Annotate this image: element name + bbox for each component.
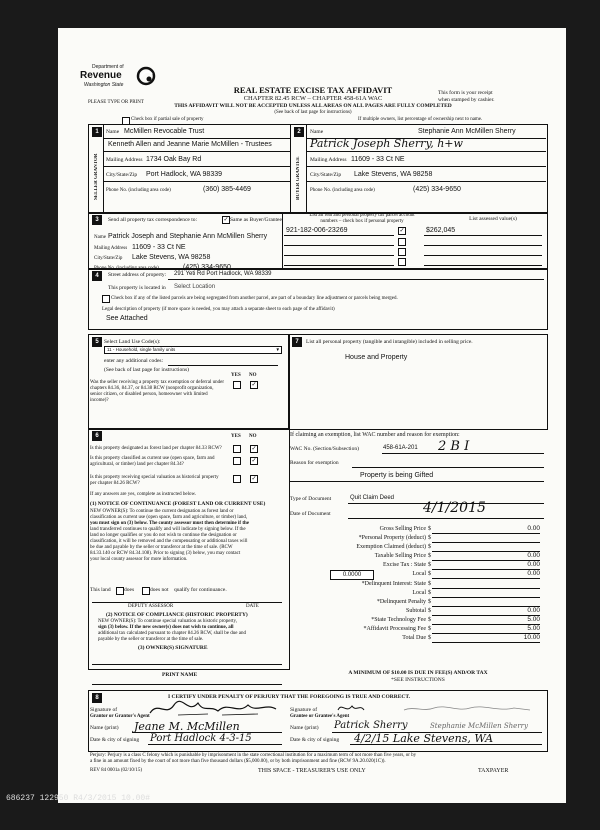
tax-row-label: *Delinquent Interest: State <box>361 581 426 587</box>
no-header-5: NO <box>249 373 257 378</box>
notice2-line-0: NEW OWNER(S): To continue special valuation as historic property, <box>98 619 237 624</box>
wac-label: WAC No. (Section/Subsection) <box>290 446 359 452</box>
grantee-print-label: Name (print) <box>290 725 319 731</box>
tax-row-label: Exemption Claimed (deduct) <box>356 544 426 550</box>
tax-row-exemption <box>290 543 546 552</box>
tax-row-value[interactable]: 0.00 <box>527 525 540 532</box>
tax-row-processing-fee <box>290 625 546 634</box>
chevron-down-icon: ▼ <box>275 347 280 352</box>
tax-row-prefix: $ <box>428 599 431 605</box>
grantee-signature[interactable] <box>334 700 534 716</box>
tax-row-prefix: $ <box>428 617 431 623</box>
tax-row-prefix: $ <box>428 544 431 550</box>
reason-label: Reason for exemption <box>290 460 339 466</box>
tax-row-taxable <box>290 552 546 561</box>
see-instructions-note: *SEE INSTRUCTIONS <box>391 677 445 683</box>
tax-row-label: Excise Tax : State <box>383 562 426 568</box>
tax-row-label: Local <box>412 571 426 577</box>
notice2-line-3: payable by the seller or transferor at the time of sale. <box>98 637 204 642</box>
tax-row-label: Total Due <box>402 635 426 641</box>
street-field[interactable]: 291 Yeti Rd Port Hadlock, WA 98339 <box>174 271 272 277</box>
seller-phone-field[interactable]: (360) 385-4469 <box>203 186 251 193</box>
exemption-no-checkbox[interactable]: ✓ <box>251 382 257 388</box>
grantor-print-label: Name (print) <box>90 725 119 731</box>
parcel-number-field[interactable]: 921-182-006-23269 <box>286 227 348 234</box>
personal-property-field[interactable]: House and Property <box>345 354 408 361</box>
dept-brand: Revenue <box>80 70 122 81</box>
exemption-yes-checkbox[interactable] <box>233 381 241 389</box>
forest-q1: Is this property designated as forest land per chapter 84.33 RCW? <box>90 446 222 451</box>
tax-row-technology-fee <box>290 616 546 625</box>
tax-row-prefix: $ <box>428 626 431 632</box>
perjury-line-1: Perjury: Perjury is a class C felony which is punishable by imprisonment in the state correctional institution for a maximum term of not more than five years, or by <box>90 753 417 758</box>
no-header-6: NO <box>249 434 257 439</box>
seller-name-label: Name <box>106 129 120 135</box>
owner-signature-label: (3) OWNER(S) SIGNATURE <box>138 645 208 651</box>
buyer-name-typed[interactable]: Stephanie Ann McMillen Sherry <box>418 128 516 135</box>
forest-q3: Is this property receiving special valuation as historical property per chapter 84.26 RCW? <box>90 475 219 486</box>
additional-codes-label: enter any additional codes: <box>104 358 164 364</box>
assessed-value-field[interactable]: $262,045 <box>426 227 456 234</box>
notice2-line-1: sign (3) below. If the new owner(s) does not wish to continue, all <box>98 625 234 630</box>
segregated-checkbox[interactable] <box>102 295 110 303</box>
section-7-badge: 7 <box>292 337 302 347</box>
deputy-assessor-label: DEPUTY ASSESSOR <box>128 604 174 609</box>
forest-q2-yes[interactable] <box>233 457 241 465</box>
section-2-badge: 2 <box>294 127 304 137</box>
land-use-select[interactable] <box>104 346 282 354</box>
doc-type-field[interactable]: Quit Claim Deed <box>350 495 395 501</box>
legal-field[interactable]: See Attached <box>106 315 148 322</box>
corr-name-field[interactable]: Patrick Joseph and Stephanie Ann McMillen Sherry <box>108 233 268 240</box>
tax-row-label: Gross Selling Price <box>379 526 426 532</box>
this-land-label: This land <box>90 587 111 593</box>
if-yes-note: If any answers are yes, complete as instructed below. <box>90 492 197 497</box>
personal-property-checkbox-3[interactable] <box>398 248 406 256</box>
buyer-side-label: BUYER GRANTEE <box>296 156 301 200</box>
tax-row-subtotal <box>290 607 546 616</box>
yes-header-5: YES <box>231 373 241 378</box>
tax-row-prefix: $ <box>428 526 431 532</box>
tax-row-prefix: $ <box>428 581 431 587</box>
tax-row-prefix: $ <box>428 608 431 614</box>
form-title: REAL ESTATE EXCISE TAX AFFIDAVIT <box>233 85 393 95</box>
parcel-header-2: numbers – check box if personal property <box>320 219 404 224</box>
tax-row-value[interactable]: 0.00 <box>527 561 540 568</box>
notice1-title: (1) NOTICE OF CONTINUANCE (FOREST LAND OR CURRENT USE) <box>90 501 266 507</box>
buyer-mailing-label: Mailing Address <box>310 157 347 163</box>
tax-row-label: *Affidavit Processing Fee <box>363 626 426 632</box>
tax-row-value[interactable]: 0.00 <box>527 552 540 559</box>
does-label: does <box>124 587 135 593</box>
date-label: DATE <box>246 604 259 609</box>
seller-name2-field[interactable]: Kenneth Allen and Jeanne Marie McMillen - Trustees <box>108 141 272 148</box>
reason-field[interactable]: Property is being Gifted <box>360 472 434 479</box>
land-use-code: 11 - Household, single family units <box>107 347 176 352</box>
seller-city-field[interactable]: Port Hadlock, WA 98339 <box>146 171 223 178</box>
tax-row-excise-state <box>290 561 546 570</box>
corr-mailing-field[interactable]: 11609 - 33 Ct NE <box>132 244 186 251</box>
form-instructions: (See back of last page for instructions) <box>274 110 352 115</box>
seller-side-label: SELLER GRANTOR <box>94 153 99 200</box>
section-6-badge: 6 <box>92 431 102 441</box>
affidavit-page <box>58 28 566 803</box>
notice1-line-5: classification, it will be removed and the compensating or additional taxes will <box>90 539 248 544</box>
yes-header-6: YES <box>231 434 241 439</box>
print-name-label: PRINT NAME <box>162 672 198 678</box>
personal-property-box <box>288 334 548 430</box>
correspondence-label: Send all property tax correspondence to: <box>108 217 198 223</box>
qualify-label: qualify for continuance. <box>174 587 227 593</box>
location-select[interactable]: Select Location <box>174 284 216 290</box>
buyer-phone-label: Phone No. (including area code) <box>310 188 375 193</box>
corr-phone-field[interactable]: (425) 334-9650 <box>183 264 231 271</box>
tax-row-label: Subtotal <box>405 608 426 614</box>
tax-row-value[interactable]: 5.00 <box>527 625 540 632</box>
does-not-label: does not <box>150 587 169 593</box>
exemption-question: Was the seller receiving a property tax exemption or deferral under chapters 84.36, 84.37, or 84.38 RCW (nonprofit organization, senior citizen, or disabled person, homeowner with limited income)? <box>90 380 224 403</box>
forest-q2: Is this property classified as current use (open space, farm and agricultural, or timber) land per chapter 84.34? <box>90 456 215 467</box>
grantor-date-label: Date & city of signing <box>90 737 140 743</box>
dor-logo <box>78 64 158 96</box>
tax-row-prefix: $ <box>428 553 431 559</box>
notice1-line-4: land no longer qualifies or you do not wish to continue the designation or <box>90 533 237 538</box>
tax-table <box>290 525 546 645</box>
corr-city-label: City/State/Zip <box>94 256 123 261</box>
tax-row-label: *Personal Property (deduct) <box>358 535 426 541</box>
see-back-label: (See back of last page for instructions) <box>104 367 189 373</box>
certify-statement: I CERTIFY UNDER PENALTY OF PERJURY THAT THE FOREGOING IS TRUE AND CORRECT. <box>168 694 411 700</box>
notice1-line-1: classification as current use (open space, farm and agriculture, or timber) land, <box>90 515 248 520</box>
notice2-line-2: additional tax calculated pursuant to chapter 84.26 RCW, shall be due and <box>98 631 246 636</box>
section-8-badge: 8 <box>92 693 102 703</box>
forest-q1-no[interactable]: ✓ <box>251 446 257 452</box>
located-label: This property is located in <box>108 285 166 291</box>
notice1-line-2: you must sign on (3) below. The county assessor must then determine if the <box>90 521 249 526</box>
does-not-checkbox[interactable] <box>142 587 150 595</box>
doc-type-label: Type of Document <box>290 496 332 502</box>
perjury-line-2: a fine in an amount fixed by the court of not more than five thousand dollars ($5,000.00), or by both imprisonment and fine (RCW 9A.20.020(1C)). <box>90 759 386 764</box>
grantor-sig-label2: Grantor or Grantor's Agent <box>90 714 150 719</box>
tax-row-prefix: $ <box>428 571 431 577</box>
personal-property-label: List all personal property (tangible and intangible) included in selling price. <box>306 339 473 345</box>
forest-q1-yes[interactable] <box>233 445 241 453</box>
tax-row-value[interactable]: 10.00 <box>523 634 540 641</box>
notice2-title: (2) NOTICE OF COMPLIANCE (HISTORIC PROPERTY) <box>106 612 248 618</box>
tax-row-prefix: $ <box>428 590 431 596</box>
tax-row-prefix: $ <box>428 635 431 641</box>
tax-row-label: Taxable Selling Price <box>374 553 426 559</box>
receipt-note-1: This form is your receipt <box>438 90 493 96</box>
seller-name-field[interactable]: McMillen Revocable Trust <box>124 128 205 135</box>
grantee-print-extra[interactable]: Stephanie McMillen Sherry <box>430 722 528 730</box>
form-warning: THIS AFFIDAVIT WILL NOT BE ACCEPTED UNLESS ALL AREAS ON ALL PAGES ARE FULLY COMPLETED <box>174 103 452 109</box>
tax-row-excise-local <box>290 570 546 580</box>
does-checkbox[interactable] <box>116 587 124 595</box>
doc-date-label: Date of Document <box>290 511 331 517</box>
corr-phone-label: Phone No. (including area code) <box>94 266 159 271</box>
same-as-buyer-checkbox[interactable]: ✓ <box>223 217 229 223</box>
seller-phone-label: Phone No. (including area code) <box>106 188 171 193</box>
corr-mailing-label: Mailing Address <box>94 246 128 251</box>
tax-row-personal <box>290 534 546 543</box>
buyer-city-field[interactable]: Lake Stevens, WA 98258 <box>354 171 433 178</box>
buyer-city-label: City/State/Zip <box>310 172 342 178</box>
section-3-badge: 3 <box>92 215 102 225</box>
notice1-line-6: be due and payable by the seller or transferor at the time of sale. (RCW <box>90 545 233 550</box>
exemption-label: If claiming an exemption, list WAC number and reason for exemption: <box>290 432 460 438</box>
tax-row-delinquent-penalty <box>290 598 546 607</box>
minimum-due-note: A MINIMUM OF $10.00 IS DUE IN FEE(S) AND/OR TAX <box>348 670 488 676</box>
footer-taxpayer: TAXPAYER <box>478 768 509 774</box>
tax-row-value[interactable]: 0.00 <box>527 607 540 614</box>
parcel-header-1: List all real and personal property tax parcel account <box>309 213 415 218</box>
section-5-badge: 5 <box>92 337 102 347</box>
notice1-line-0: NEW OWNER(S): To continue the current designation as forest land or <box>90 509 234 514</box>
wac-field[interactable]: 458-61A-201 <box>383 445 418 451</box>
tax-row-delinquent-interest-local <box>290 589 546 598</box>
assessed-header: List assessed value(s) <box>469 216 517 222</box>
legal-label: Legal description of property (if more space is needed, you may attach a separate sheet to each page of the affidavit) <box>102 307 335 312</box>
buyer-phone-field[interactable]: (425) 334-9650 <box>413 186 461 193</box>
doc-date-field[interactable]: 4/1/2015 <box>423 500 486 516</box>
grantee-date-label: Date & city of signing <box>290 737 340 743</box>
land-use-label: Select Land Use Code(s): <box>104 339 161 345</box>
seller-mailing-label: Mailing Address <box>106 157 143 163</box>
tax-row-label: *Delinquent Penalty <box>376 599 426 605</box>
forest-q3-yes[interactable] <box>233 475 241 483</box>
grantee-date-handwritten[interactable]: 4/2/15 Lake Stevens, WA <box>354 732 494 745</box>
section-4-badge: 4 <box>92 271 102 281</box>
tax-row-total-due <box>290 634 546 643</box>
personal-property-checkbox-1[interactable]: ✓ <box>399 228 405 234</box>
buyer-mailing-field[interactable]: 11609 - 33 Ct NE <box>351 156 405 163</box>
same-as-buyer-label: Same as Buyer/Grantee <box>230 217 282 223</box>
buyer-name-handwritten[interactable]: Patrick Joseph Sherry, h+w <box>310 137 463 150</box>
tax-row-value[interactable]: 0.00 <box>527 570 540 577</box>
street-label: Street address of property: <box>108 272 167 278</box>
tax-row-delinquent-interest-state <box>290 580 546 589</box>
notice1-line-7: 84.33.140 or RCW 84.34.108). Prior to signing (3) below, you may contact <box>90 551 241 556</box>
grantor-signature[interactable] <box>148 699 278 719</box>
dept-line2: Washington State <box>84 82 124 88</box>
grantor-print-handwritten[interactable]: Jeane M. McMillen <box>134 720 240 733</box>
wac-handwritten[interactable]: 2 B I <box>438 439 470 454</box>
grantee-sig-label2: Grantee or Grantee's Agent <box>290 714 350 719</box>
notice1-line-8: your local county assessor for more information. <box>90 557 188 562</box>
dept-line1: Department of <box>92 64 124 70</box>
recording-stamp: 686237 122950 R4/3/2015 10.00# <box>6 794 151 803</box>
grantor-date-handwritten[interactable]: Port Hadlock 4-3-15 <box>150 733 252 744</box>
partial-sale-label: Check box if partial sale of property <box>131 117 204 122</box>
segregated-label: Check box if any of the listed parcels are being segregated from another parcel, are part of a boundary line adjustment or parcels being merged. <box>111 296 398 301</box>
revenue-swirl-icon <box>136 66 156 86</box>
grantee-print-handwritten[interactable]: Patrick Sherry <box>334 720 408 731</box>
corr-name-label: Name <box>94 235 106 240</box>
please-type: PLEASE TYPE OR PRINT <box>88 100 144 105</box>
footer-rev: REV 84 0001a (02/10/15) <box>90 768 142 773</box>
grantee-sig-label: Signature of <box>290 707 318 713</box>
receipt-note-2: when stamped by cashier. <box>438 97 495 103</box>
multiple-owners-note: If multiple owners, list percentage of ownership next to name. <box>358 117 483 122</box>
grantor-sig-label: Signature of <box>90 707 118 713</box>
local-rate-field[interactable]: 0.0000 <box>330 570 374 580</box>
tax-row-gross <box>290 525 546 534</box>
seller-city-label: City/State/Zip <box>106 172 138 178</box>
tax-row-label: *State Technology Fee <box>371 617 426 623</box>
form-subtitle: CHAPTER 82.45 RCW – CHAPTER 458-61A WAC <box>243 95 383 102</box>
tax-row-value[interactable]: 5.00 <box>527 616 540 623</box>
buyer-name-label: Name <box>310 129 324 135</box>
forest-q2-no[interactable]: ✓ <box>251 458 257 464</box>
tax-row-prefix: $ <box>428 562 431 568</box>
section-1-badge: 1 <box>92 127 102 137</box>
forest-q3-no[interactable]: ✓ <box>251 476 257 482</box>
personal-property-checkbox-4[interactable] <box>398 258 406 266</box>
personal-property-checkbox-2[interactable] <box>398 238 406 246</box>
notice1-line-3: land transferred continues to qualify and will indicate by signing below. If the <box>90 527 246 532</box>
seller-mailing-field[interactable]: 1734 Oak Bay Rd <box>146 156 202 163</box>
footer-treasurer: THIS SPACE - TREASURER'S USE ONLY <box>258 768 366 774</box>
tax-row-prefix: $ <box>428 535 431 541</box>
corr-city-field[interactable]: Lake Stevens, WA 98258 <box>132 254 211 261</box>
tax-row-label: Local <box>412 590 426 596</box>
